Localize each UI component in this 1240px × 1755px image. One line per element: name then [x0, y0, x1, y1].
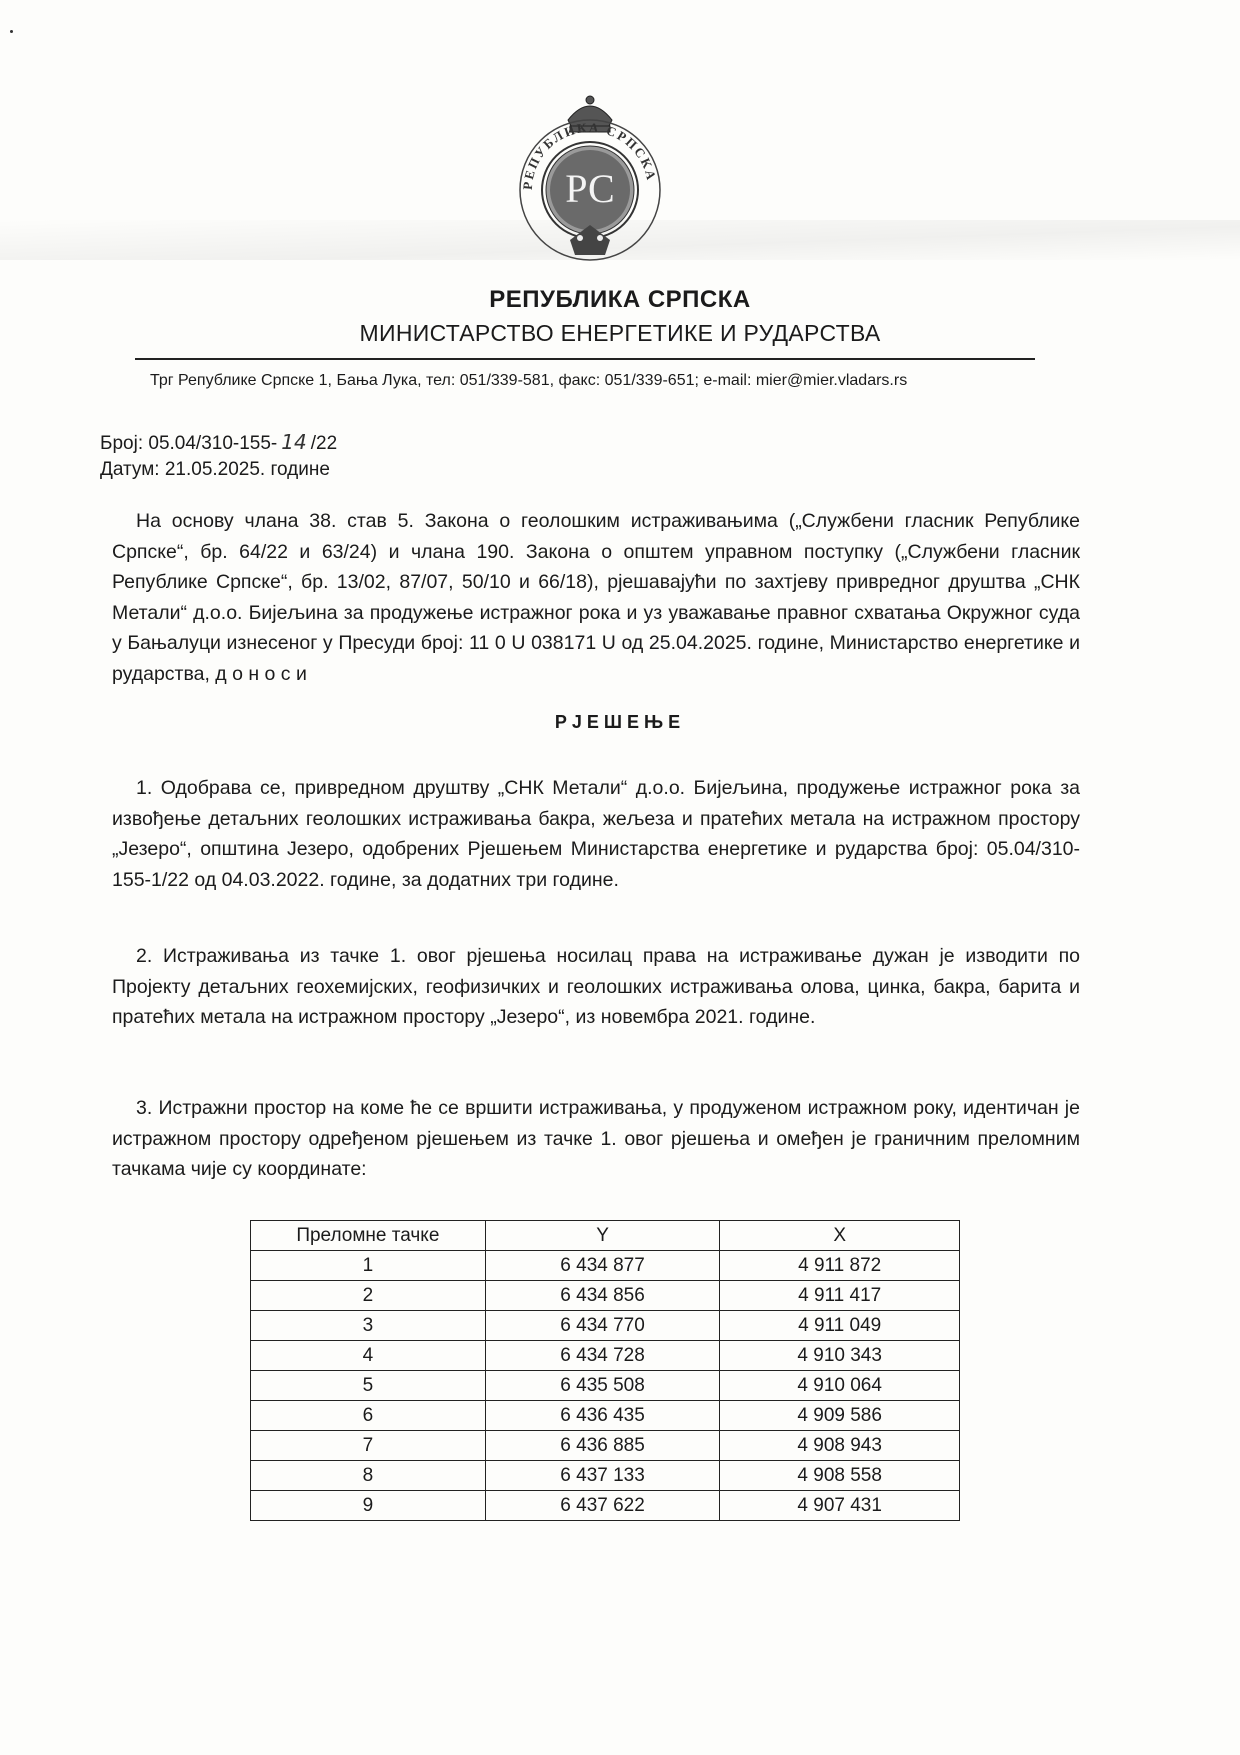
handwritten-number: 14: [281, 430, 307, 454]
table-cell: 5: [251, 1371, 486, 1401]
table-header-cell: Преломне тачке: [251, 1221, 486, 1251]
table-cell: 6 434 728: [485, 1341, 720, 1371]
table-row: [251, 1401, 960, 1431]
point-2: [112, 941, 1080, 1033]
table-cell: 1: [251, 1251, 486, 1281]
intro-text: На основу члана 38. став 5. Закона о геолошким истраживањима („Службени гласник Републике Српске“, бр. 64/22 и 63/24) и члана 190. Закона о општем управном поступку („Службени гласник Републике Српске“, бр. 13/02, 87/07, 50/10 и 66/18), рјешавајући по захтјеву привредног друштва „СНК Метали“ д.о.о. Бијељина за продужење истражног рока и уз уважавање правног схватања Окружног суда у Бањалуци изнесеног у Пресуди број: 11 0 U 038171 U од 25.04.2025. године, Министарство енергетике и рударства, д о н о с и: [112, 510, 1080, 685]
coat-of-arms-seal-icon: [510, 90, 670, 265]
table-row: [251, 1371, 960, 1401]
address-line: Трг Републике Српске 1, Бања Лука, тел: 051/339-581, факс: 051/339-651; e-mail: mier@mier.vladars.rs: [150, 372, 908, 389]
table-cell: 6 434 877: [485, 1251, 720, 1281]
table-cell: 6 435 508: [485, 1371, 720, 1401]
table-cell: 8: [251, 1461, 486, 1491]
header-rule: [135, 358, 1035, 360]
table-cell: 3: [251, 1311, 486, 1341]
scan-speck: [10, 30, 13, 33]
point-3-text: 3. Истражни простор на коме ће се вршити истраживања, у продуженом истражном року, идентичан је истражном простору одређеном рјешењем из тачке 1. овог рјешења и омеђен је граничним преломним тачкама чије су координате:: [112, 1097, 1080, 1180]
table-cell: 4: [251, 1341, 486, 1371]
table-cell: 6 437 133: [485, 1461, 720, 1491]
table-cell: 4 907 431: [720, 1491, 960, 1521]
table-cell: 4 910 064: [720, 1371, 960, 1401]
table-cell: 4 911 872: [720, 1251, 960, 1281]
table-row: [251, 1341, 960, 1371]
point-2-text: 2. Истраживања из тачке 1. овог рјешења носилац права на истраживање дужан је изводити по Пројекту детаљних геохемијских, геофизичких и геолошких истраживања олова, цинка, бакра, барита и пратећих метала на истражном простору „Језеро“, из новембра 2021. године.: [112, 945, 1080, 1028]
document-number: [100, 430, 337, 455]
document-number-suffix: /22: [310, 433, 338, 454]
ministry-title: МИНИСТАРСТВО ЕНЕРГЕТИКЕ И РУДАРСТВА: [359, 320, 881, 346]
point-1: [112, 773, 1080, 895]
intro-paragraph: [112, 506, 1080, 689]
table-row: [251, 1461, 960, 1491]
table-row: [251, 1491, 960, 1521]
table-cell: 4 911 417: [720, 1281, 960, 1311]
table-cell: 4 909 586: [720, 1401, 960, 1431]
table-row: [251, 1281, 960, 1311]
table-header-cell: Y: [485, 1221, 720, 1251]
table-cell: 6 434 856: [485, 1281, 720, 1311]
table-header-row: [251, 1221, 960, 1251]
table-cell: 6 434 770: [485, 1311, 720, 1341]
table-cell: 6: [251, 1401, 486, 1431]
table-row: [251, 1251, 960, 1281]
seal-text: РЕПУБЛИКА СРПСКА: [519, 119, 660, 191]
decision-heading: РЈЕШЕЊЕ: [554, 712, 686, 732]
table-cell: 4 908 558: [720, 1461, 960, 1491]
table-row: [251, 1311, 960, 1341]
table-cell: 6 436 885: [485, 1431, 720, 1461]
table-cell: 9: [251, 1491, 486, 1521]
table-row: [251, 1431, 960, 1461]
seal-monogram: РС: [565, 166, 615, 211]
table-cell: 6 437 622: [485, 1491, 720, 1521]
table-cell: 2: [251, 1281, 486, 1311]
institution-title: РЕПУБЛИКА СРПСКА: [489, 286, 751, 313]
table-cell: 6 436 435: [485, 1401, 720, 1431]
table-cell: 7: [251, 1431, 486, 1461]
point-3: [112, 1093, 1080, 1185]
document-date: Датум: 21.05.2025. године: [100, 459, 330, 480]
table-cell: 4 911 049: [720, 1311, 960, 1341]
table-cell: 4 908 943: [720, 1431, 960, 1461]
point-1-text: 1. Одобрава се, привредном друштву „СНК Метали“ д.о.о. Бијељина, продужење истражног рока за извођење детаљних геолошких истраживања бакра, жељеза и пратећих метала на истражном простору „Језеро“, општина Језеро, одобрених Рјешењем Министарства енергетике и рударства број: 05.04/310-155-1/22 од 04.03.2022. године, за додатних три године.: [112, 777, 1080, 891]
document-number-prefix: Број: 05.04/310-155-: [100, 433, 278, 454]
table-header-cell: X: [720, 1221, 960, 1251]
coordinates-table: [250, 1220, 960, 1521]
table-cell: 4 910 343: [720, 1341, 960, 1371]
